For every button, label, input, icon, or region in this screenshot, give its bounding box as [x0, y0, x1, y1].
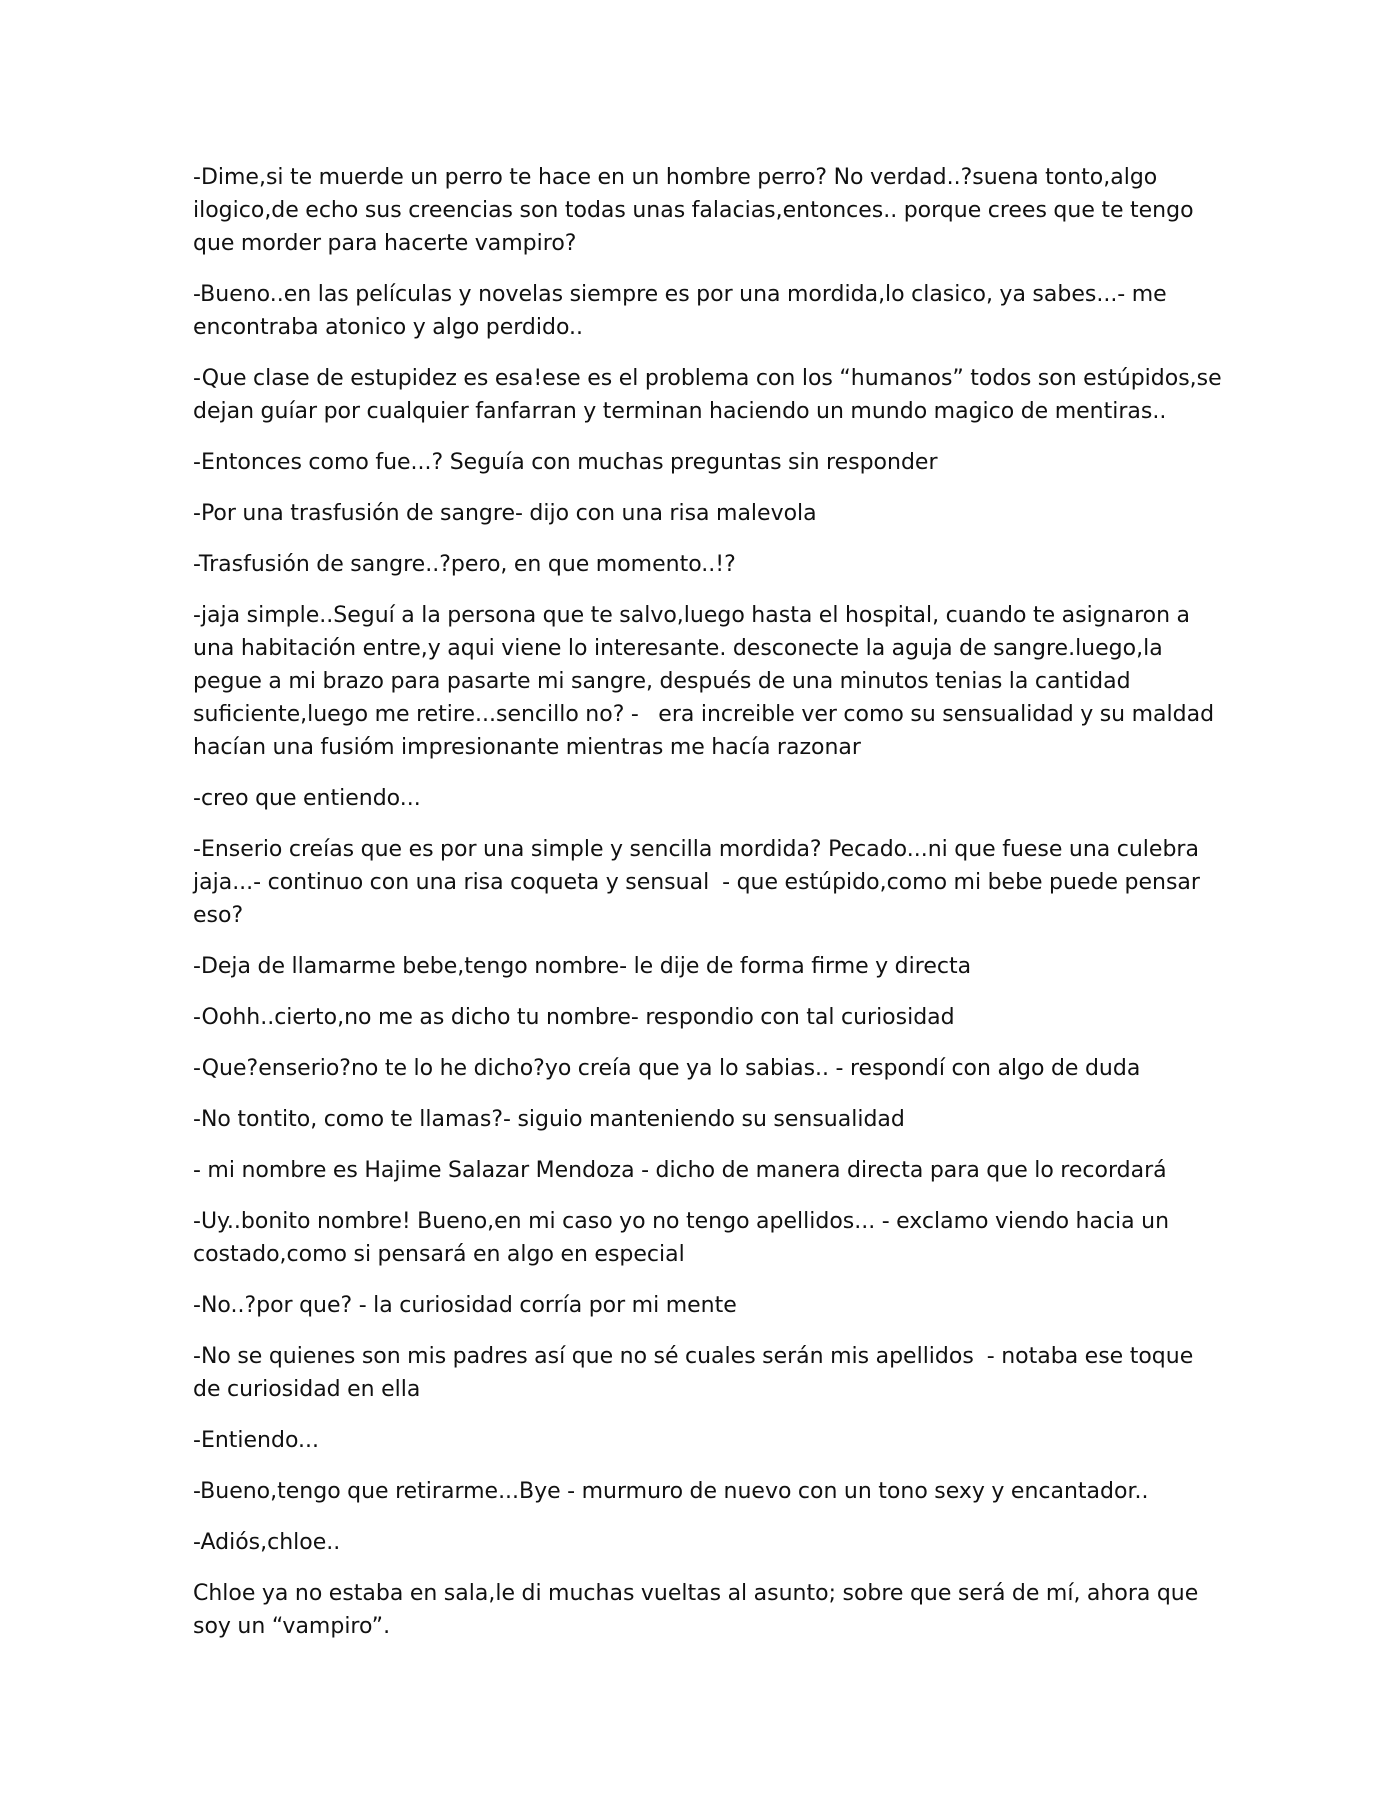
paragraph: -Oohh..cierto,no me as dicho tu nombre- respondio con tal curiosidad: [193, 1005, 955, 1030]
paragraph: -Entonces como fue...? Seguía con muchas preguntas sin responder: [193, 450, 938, 475]
paragraph: -jaja simple..Seguí a la persona que te salvo,luego hasta el hospital, cuando te asignaron a una habitación entre,y aqui viene lo interesante. desconecte la aguja de sangre.luego,la pegue a mi brazo para pasarte mi sangre, después de una minutos tenias la cantidad suficiente,luego me retire...sencillo no? - era increible ver como su sensualidad y su maldad hacían una fusióm impresionante mientras me hacía razonar: [193, 603, 1221, 760]
paragraph: -Bueno..en las películas y novelas siempre es por una mordida,lo clasico, ya sabes...- me encontraba atonico y algo perdido..: [193, 282, 1174, 340]
document-body: [193, 161, 1229, 1661]
paragraph: -Entiendo...: [193, 1428, 320, 1453]
paragraph: -creo que entiendo...: [193, 786, 421, 811]
paragraph: -Que clase de estupidez es esa!ese es el problema con los “humanos” todos son estúpidos,se dejan guíar por cualquier fanfarran y terminan haciendo un mundo magico de mentiras..: [193, 366, 1229, 424]
paragraph: -Dime,si te muerde un perro te hace en un hombre perro? No verdad..?suena tonto,algo ilogico,de echo sus creencias son todas unas falacias,entonces.. porque crees que te tengo que morder para hacerte vampiro?: [193, 165, 1201, 256]
paragraph: Chloe ya no estaba en sala,le di muchas vueltas al asunto; sobre que será de mí, ahora que soy un “vampiro”.: [193, 1581, 1205, 1639]
paragraph: -Adiós,chloe..: [193, 1530, 341, 1555]
paragraph: -No tontito, como te llamas?- siguio manteniendo su sensualidad: [193, 1107, 905, 1132]
paragraph: -No se quienes son mis padres así que no sé cuales serán mis apellidos - notaba ese toque de curiosidad en ella: [193, 1344, 1200, 1402]
paragraph: -Trasfusión de sangre..?pero, en que momento..!?: [193, 552, 736, 577]
paragraph: -No..?por que? - la curiosidad corría por mi mente: [193, 1293, 737, 1318]
paragraph: -Deja de llamarme bebe,tengo nombre- le dije de forma firme y directa: [193, 954, 972, 979]
paragraph: -Bueno,tengo que retirarme...Bye - murmuro de nuevo con un tono sexy y encantador..: [193, 1479, 1149, 1504]
paragraph: -Por una trasfusión de sangre- dijo con una risa malevola: [193, 501, 817, 526]
paragraph: -Que?enserio?no te lo he dicho?yo creía que ya lo sabias.. - respondí con algo de duda: [193, 1056, 1141, 1081]
paragraph: -Enserio creías que es por una simple y sencilla mordida? Pecado...ni que fuese una culebra jaja...- continuo con una risa coqueta y sensual - que estúpido,como mi bebe puede pensar eso?: [193, 837, 1207, 928]
paragraph: -Uy..bonito nombre! Bueno,en mi caso yo no tengo apellidos... - exclamo viendo hacia un costado,como si pensará en algo en especial: [193, 1209, 1176, 1267]
paragraph: - mi nombre es Hajime Salazar Mendoza - dicho de manera directa para que lo recordará: [193, 1158, 1167, 1183]
